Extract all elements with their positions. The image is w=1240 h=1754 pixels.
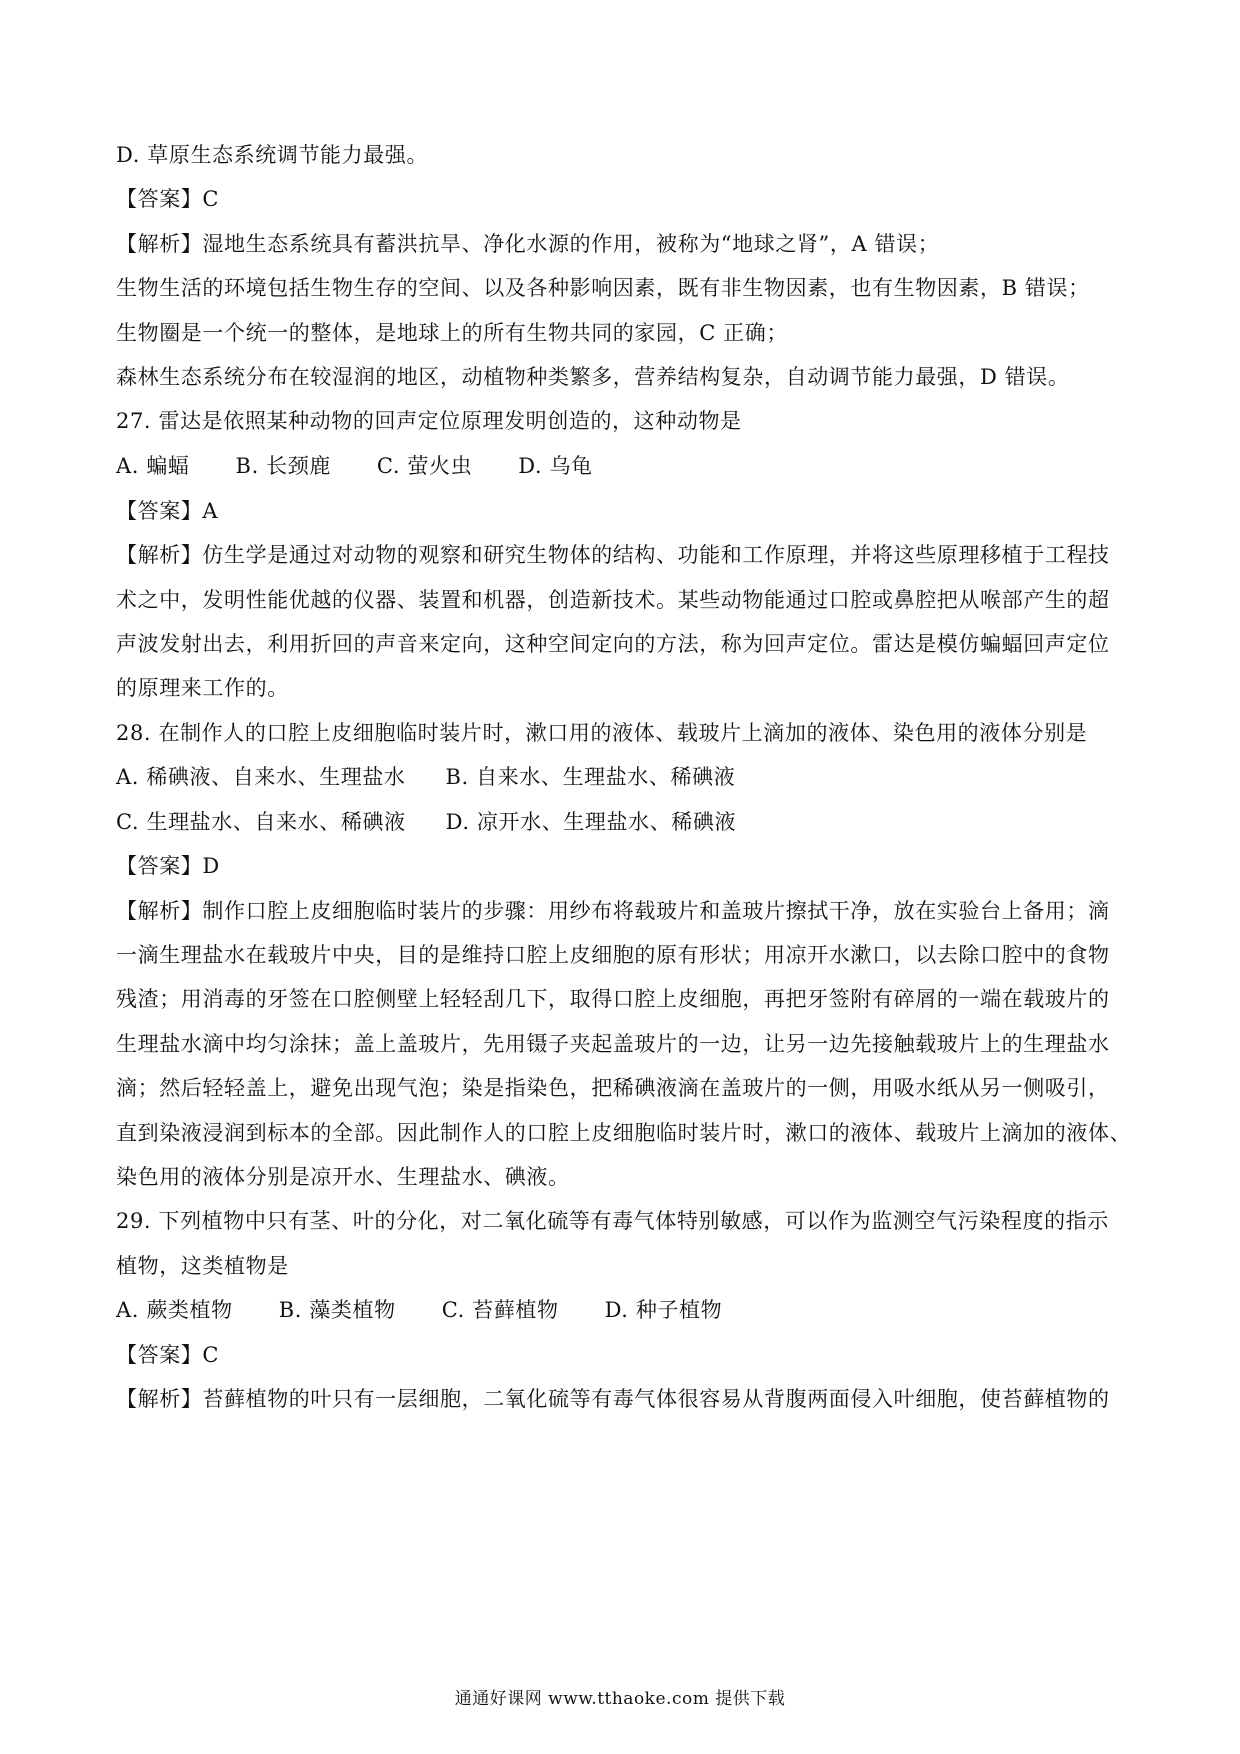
q28-option-a: A. 稀碘液、自来水、生理盐水 [116, 765, 406, 789]
analysis-line: 染色用的液体分别是凉开水、生理盐水、碘液。 [116, 1165, 570, 1189]
q27-option-c: C. 萤火虫 [376, 454, 473, 478]
analysis-line: 声波发射出去，利用折回的声音来定向，这种空间定向的方法，称为回声定位。雷达是模仿蝙蝠回声定位 [116, 632, 1110, 656]
analysis-line: 的原理来工作的。 [116, 676, 289, 700]
q29-option-b: B. 藻类植物 [278, 1298, 396, 1322]
q27-option-b: B. 长颈鹿 [235, 454, 331, 478]
analysis-line: 直到染液浸润到标本的全部。因此制作人的口腔上皮细胞临时装片时，漱口的液体、载玻片上滴加的液体、 [116, 1121, 1132, 1145]
analysis-line: 【解析】制作口腔上皮细胞临时装片的步骤：用纱布将载玻片和盖玻片擦拭干净，放在实验台上备用；滴 [116, 899, 1110, 923]
question-29: 29. 下列植物中只有茎、叶的分化，对二氧化硫等有毒气体特别敏感，可以作为监测空气污染程度的指示 [116, 1209, 1109, 1233]
analysis-line: 森林生态系统分布在较湿润的地区，动植物种类繁多，营养结构复杂，自动调节能力最强，D 错误。 [116, 365, 1070, 389]
answer-line: 【答案】A [116, 499, 219, 523]
analysis-line: 【解析】苔藓植物的叶只有一层细胞，二氧化硫等有毒气体很容易从背腹两面侵入叶细胞，使苔藓植物的 [116, 1387, 1110, 1411]
q29-options [116, 1295, 1126, 1325]
q28-option-d: D. 凉开水、生理盐水、稀碘液 [445, 810, 737, 834]
option-line: D. 草原生态系统调节能力最强。 [116, 143, 429, 167]
answer-line: 【答案】D [116, 854, 220, 878]
question-29-continued: 植物，这类植物是 [116, 1254, 289, 1278]
question-28: 28. 在制作人的口腔上皮细胞临时装片时，漱口用的液体、载玻片上滴加的液体、染色用的液体分别是 [116, 721, 1088, 745]
q29-option-c: C. 苔藓植物 [441, 1298, 559, 1322]
analysis-line: 生理盐水滴中均匀涂抹；盖上盖玻片，先用镊子夹起盖玻片的一边，让另一边先接触载玻片上的生理盐水 [116, 1032, 1110, 1056]
question-27: 27. 雷达是依照某种动物的回声定位原理发明创造的，这种动物是 [116, 409, 742, 433]
q28-option-b: B. 自来水、生理盐水、稀碘液 [445, 765, 736, 789]
q27-options [116, 451, 1126, 481]
q27-option-d: D. 乌龟 [518, 454, 593, 478]
q28-options-row-2 [116, 807, 1126, 837]
analysis-line: 【解析】湿地生态系统具有蓄洪抗旱、净化水源的作用，被称为“地球之肾”，A 错误； [116, 232, 940, 256]
analysis-line: 术之中，发明性能优越的仪器、装置和机器，创造新技术。某些动物能通过口腔或鼻腔把从喉部产生的超 [116, 588, 1110, 612]
analysis-line: 生物生活的环境包括生物生存的空间、以及各种影响因素，既有非生物因素，也有生物因素，B 错误； [116, 276, 1090, 300]
q28-option-c: C. 生理盐水、自来水、稀碘液 [116, 810, 406, 834]
analysis-line: 生物圈是一个统一的整体，是地球上的所有生物共同的家园，C 正确； [116, 321, 788, 345]
answer-line: 【答案】C [116, 1343, 220, 1367]
q29-option-a: A. 蕨类植物 [116, 1298, 233, 1322]
page-footer: 通通好课网 www.tthaoke.com 提供下载 [454, 1689, 786, 1709]
q27-option-a: A. 蝙蝠 [116, 454, 190, 478]
analysis-line: 【解析】仿生学是通过对动物的观察和研究生物体的结构、功能和工作原理，并将这些原理移植于工程技 [116, 543, 1110, 567]
analysis-line: 残渣；用消毒的牙签在口腔侧壁上轻轻刮几下，取得口腔上皮细胞，再把牙签附有碎屑的一端在载玻片的 [116, 987, 1110, 1011]
q28-options-row-1 [116, 762, 1126, 792]
q29-option-d: D. 种子植物 [604, 1298, 723, 1322]
analysis-line: 滴；然后轻轻盖上，避免出现气泡；染是指染色，把稀碘液滴在盖玻片的一侧，用吸水纸从另一侧吸引， [116, 1076, 1110, 1100]
analysis-line: 一滴生理盐水在载玻片中央，目的是维持口腔上皮细胞的原有形状；用凉开水漱口，以去除口腔中的食物 [116, 943, 1110, 967]
answer-line: 【答案】C [116, 187, 220, 211]
